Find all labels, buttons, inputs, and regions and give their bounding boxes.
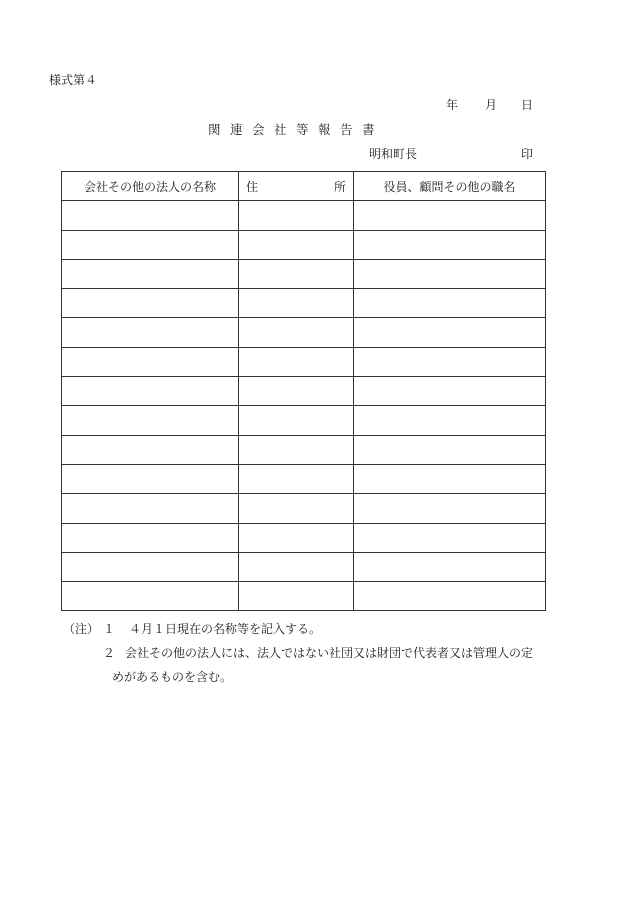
table-header-row [62,172,546,201]
address-cell[interactable] [239,289,354,318]
header-address-part1: 住 [246,179,259,194]
position-cell[interactable] [354,230,546,259]
note-2-text-continued: めがあるものを含む。 [112,670,233,684]
table-row [62,347,546,376]
table-row [62,201,546,230]
position-cell[interactable] [354,289,546,318]
address-cell[interactable] [239,523,354,552]
table-row [62,377,546,406]
table-row [62,289,546,318]
addressee: 明和町長 [369,147,418,161]
position-cell[interactable] [354,201,546,230]
company-name-cell[interactable] [62,318,239,347]
position-cell[interactable] [354,582,546,611]
seal-mark: 印 [521,147,534,161]
position-cell[interactable] [354,464,546,493]
form-number: 様式第４ [49,73,98,87]
company-name-cell[interactable] [62,435,239,464]
table-row [62,406,546,435]
position-cell[interactable] [354,552,546,581]
company-name-cell[interactable] [62,464,239,493]
notes-label: （注） [63,622,100,636]
company-name-cell[interactable] [62,377,239,406]
address-cell[interactable] [239,230,354,259]
table-row [62,230,546,259]
address-cell[interactable] [239,464,354,493]
date-month-label: 月 [485,98,498,112]
company-name-cell[interactable] [62,347,239,376]
note-2-number: ２ [103,646,116,660]
address-cell[interactable] [239,406,354,435]
table-row [62,582,546,611]
company-name-cell[interactable] [62,552,239,581]
address-cell[interactable] [239,435,354,464]
address-cell[interactable] [239,552,354,581]
position-cell[interactable] [354,377,546,406]
note-2-text: 会社その他の法人には、法人ではない社団又は財団で代表者又は管理人の定 [125,646,534,660]
header-address [239,172,354,201]
address-cell[interactable] [239,259,354,288]
report-table [61,171,546,611]
table-row [62,494,546,523]
address-cell[interactable] [239,494,354,523]
address-cell[interactable] [239,318,354,347]
note-1-text: ４月１日現在の名称等を記入する。 [129,622,322,636]
header-address-part2: 所 [333,179,346,194]
address-cell[interactable] [239,582,354,611]
date-year-label: 年 [446,98,459,112]
table-body [62,201,546,611]
position-cell[interactable] [354,347,546,376]
address-cell[interactable] [239,377,354,406]
company-name-cell[interactable] [62,406,239,435]
table-row [62,523,546,552]
date-day-label: 日 [521,98,534,112]
company-name-cell[interactable] [62,289,239,318]
position-cell[interactable] [354,318,546,347]
position-cell[interactable] [354,523,546,552]
position-cell[interactable] [354,435,546,464]
address-cell[interactable] [239,201,354,230]
address-cell[interactable] [239,347,354,376]
header-position: 役員、顧問その他の職名 [354,172,546,201]
table-row [62,464,546,493]
table-row [62,435,546,464]
company-name-cell[interactable] [62,259,239,288]
position-cell[interactable] [354,259,546,288]
table-row [62,552,546,581]
position-cell[interactable] [354,494,546,523]
company-name-cell[interactable] [62,494,239,523]
position-cell[interactable] [354,406,546,435]
company-name-cell[interactable] [62,523,239,552]
company-name-cell[interactable] [62,582,239,611]
company-name-cell[interactable] [62,201,239,230]
table-row [62,259,546,288]
note-1-number: １ [103,622,116,636]
document-title: 関連会社等報告書 [208,122,385,137]
company-name-cell[interactable] [62,230,239,259]
table-row [62,318,546,347]
header-company-name: 会社その他の法人の名称 [62,172,239,201]
